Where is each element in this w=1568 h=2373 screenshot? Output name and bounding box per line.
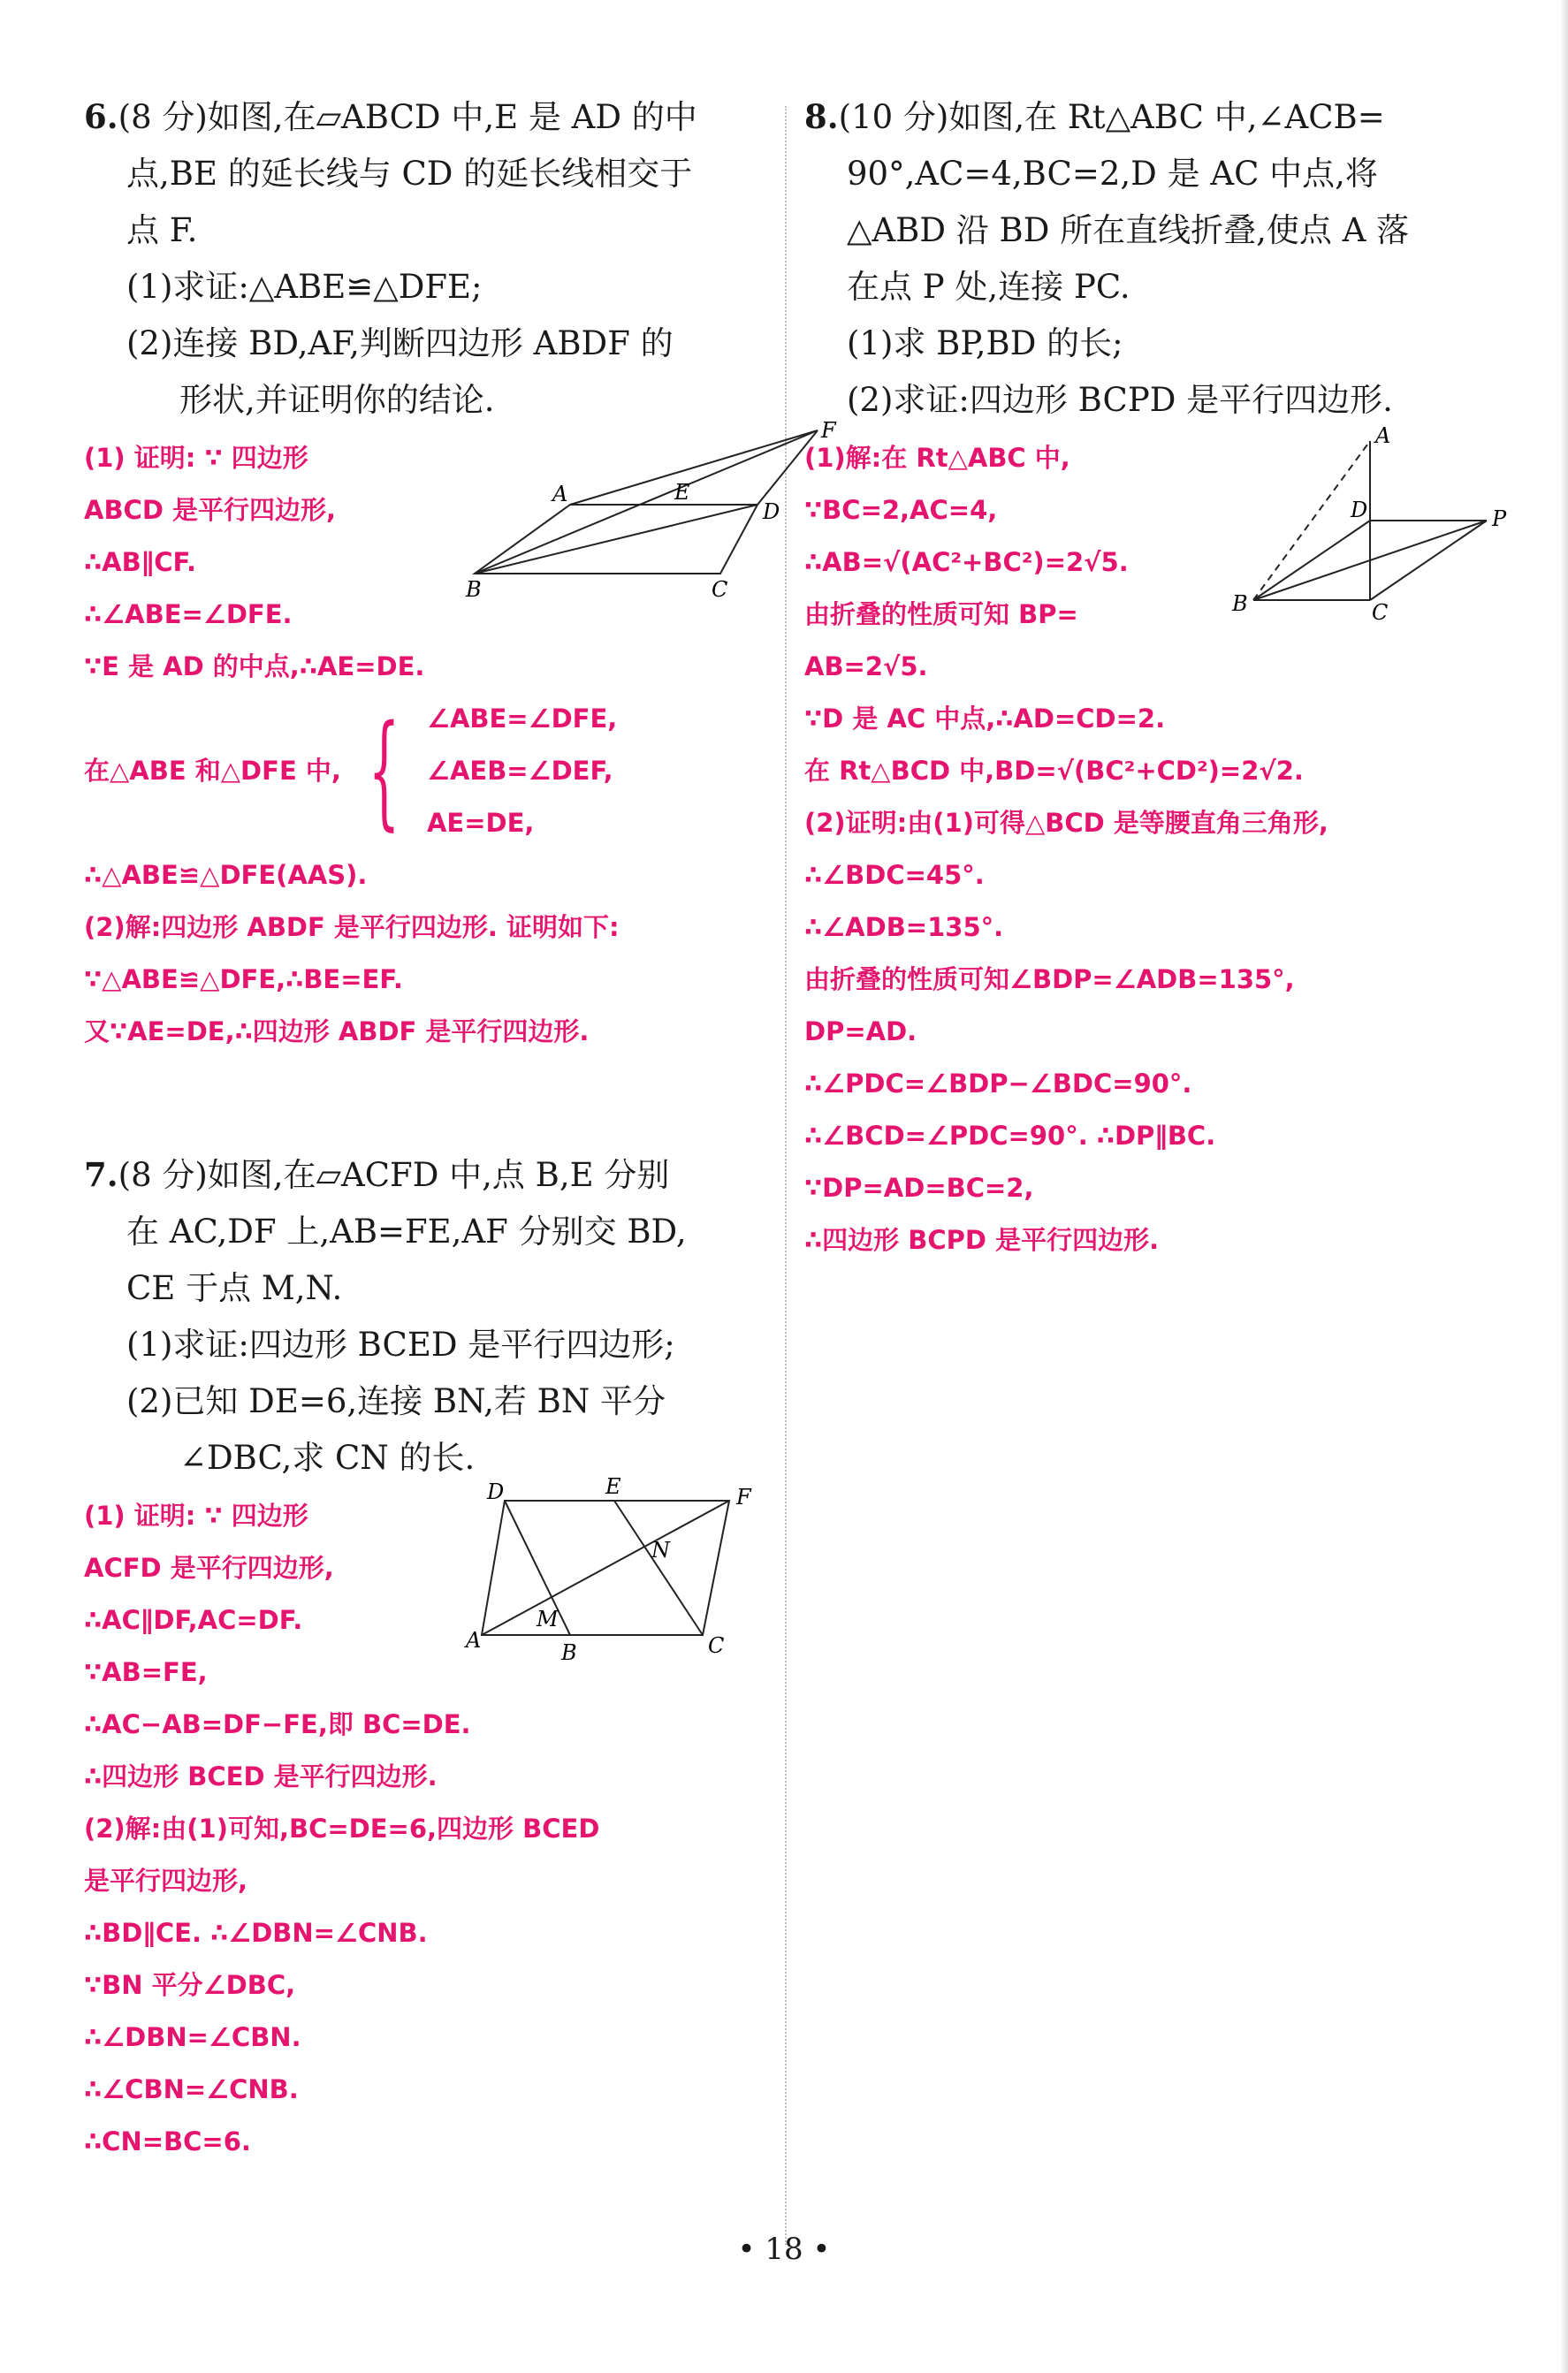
vertex-label-a: A bbox=[1375, 423, 1391, 448]
question-stem-line: 90°,AC=4,BC=2,D 是 AC 中点,将 bbox=[847, 155, 1378, 193]
question-stem-line: 在点 P 处,连接 PC. bbox=[847, 268, 1130, 306]
vertex-label-d: D bbox=[487, 1479, 505, 1504]
question-part: (1)求证:△ABE≌△DFE; bbox=[126, 268, 483, 306]
answer-line: ∴四边形 BCED 是平行四边形. bbox=[84, 1761, 438, 1791]
answer-line: ∵AB=FE, bbox=[84, 1657, 208, 1687]
answer-line: ∴四边形 BCPD 是平行四边形. bbox=[804, 1225, 1160, 1255]
figure-q6 bbox=[464, 418, 836, 609]
answer-line: 由折叠的性质可知 BP= bbox=[804, 599, 1078, 629]
answer-line: ∴CN=BC=6. bbox=[84, 2126, 251, 2156]
question-number: 8. bbox=[804, 97, 839, 136]
question-part-cont: 形状,并证明你的结论. bbox=[179, 381, 495, 419]
vertex-label-c: C bbox=[708, 1633, 725, 1658]
answer-line: ∴∠ABE=∠DFE. bbox=[84, 599, 293, 629]
answer-line: ∴AC∥DF,AC=DF. bbox=[84, 1605, 303, 1635]
answer-line: ∴∠PDC=∠BDP−∠BDC=90°. bbox=[804, 1069, 1192, 1099]
answer-line: ∠ABE=∠DFE, bbox=[426, 704, 618, 734]
question-number: 6. bbox=[84, 97, 118, 136]
question-part: (1)求 BP,BD 的长; bbox=[847, 324, 1123, 362]
answer-line: (2)证明:由(1)可得△BCD 是等腰直角三角形, bbox=[804, 808, 1328, 838]
answer-line: ∴∠BDC=45°. bbox=[804, 860, 985, 890]
question-part-cont: ∠DBC,求 CN 的长. bbox=[179, 1439, 476, 1477]
figure-q7 bbox=[466, 1474, 765, 1683]
vertex-label-b: B bbox=[1232, 591, 1248, 616]
question-part: (1)求证:四边形 BCED 是平行四边形; bbox=[126, 1326, 675, 1364]
vertex-label-d: D bbox=[1351, 498, 1368, 522]
answer-8 bbox=[804, 423, 1507, 1266]
vertex-label-f: F bbox=[736, 1485, 751, 1510]
vertex-label-c: C bbox=[1372, 600, 1389, 625]
question-number: 7. bbox=[84, 1155, 118, 1194]
answer-line: DP=AD. bbox=[804, 1016, 917, 1046]
question-stem-line: (10 分)如图,在 Rt△ABC 中,∠ACB= bbox=[838, 98, 1385, 136]
vertex-label-a: A bbox=[552, 482, 568, 506]
answer-line: ∵BN 平分∠DBC, bbox=[84, 1970, 296, 2000]
vertex-label-e: E bbox=[605, 1474, 621, 1499]
vertex-label-b: B bbox=[561, 1640, 577, 1665]
right-column bbox=[804, 88, 1507, 1266]
left-column bbox=[84, 88, 836, 2168]
vertex-label-d: D bbox=[763, 499, 780, 524]
vertex-label-p: P bbox=[1492, 506, 1507, 531]
answer-line: ∴∠CBN=∠CNB. bbox=[84, 2074, 299, 2104]
left-brace: { bbox=[368, 698, 400, 843]
answer-line: ∵△ABE≌△DFE,∴BE=EF. bbox=[84, 964, 403, 994]
answer-line: ∵DP=AD=BC=2, bbox=[804, 1173, 1034, 1203]
answer-line: AB=2√5. bbox=[804, 651, 928, 681]
answer-line: (2)解:四边形 ABDF 是平行四边形. 证明如下: bbox=[84, 912, 620, 942]
answer-7 bbox=[84, 1474, 765, 2168]
answer-line: ∴AB=√(AC²+BC²)=2√5. bbox=[804, 547, 1129, 577]
answer-line: ∠AEB=∠DEF, bbox=[426, 756, 613, 786]
answer-line: ∴∠ADB=135°. bbox=[804, 912, 1004, 942]
question-stem-line: CE 于点 M,N. bbox=[126, 1269, 343, 1307]
answer-line: AE=DE, bbox=[426, 808, 535, 838]
answer-line: 由折叠的性质可知∠BDP=∠ADB=135°, bbox=[804, 964, 1295, 994]
answer-line: ∴∠BCD=∠PDC=90°. ∴DP∥BC. bbox=[804, 1121, 1216, 1151]
vertex-label-e: E bbox=[674, 480, 690, 505]
vertex-label-m: M bbox=[537, 1607, 559, 1631]
answer-line: (1) 证明: ∵ 四边形 bbox=[84, 1501, 308, 1531]
page-edge-shadow bbox=[1561, 0, 1568, 2373]
answer-line: ∴∠DBN=∠CBN. bbox=[84, 2022, 301, 2052]
question-stem-line: 在 AC,DF 上,AB=FE,AF 分别交 BD, bbox=[126, 1213, 687, 1251]
question-stem-line: 点 F. bbox=[126, 211, 198, 249]
question-stem-line: (8 分)如图,在▱ABCD 中,E 是 AD 的中 bbox=[118, 98, 697, 136]
answer-line: ∴BD∥CE. ∴∠DBN=∠CNB. bbox=[84, 1918, 428, 1948]
page-number: • 18 • bbox=[737, 2232, 831, 2267]
answer-line: 在△ABE 和△DFE 中, bbox=[84, 756, 341, 786]
vertex-label-n: N bbox=[651, 1538, 670, 1563]
answer-line: 又∵AE=DE,∴四边形 ABDF 是平行四边形. bbox=[84, 1016, 590, 1046]
answer-6 bbox=[84, 418, 836, 1058]
brace-group bbox=[84, 693, 765, 849]
question-8 bbox=[804, 88, 1507, 1266]
answer-line: ∴△ABE≌△DFE(AAS). bbox=[84, 860, 368, 890]
question-part: (2)求证:四边形 BCPD 是平行四边形. bbox=[847, 381, 1393, 419]
answer-line: 是平行四边形, bbox=[84, 1866, 248, 1896]
vertex-label-a: A bbox=[466, 1628, 482, 1653]
question-stem-line: 点,BE 的延长线与 CD 的延长线相交于 bbox=[126, 155, 693, 193]
answer-line: ∴AC−AB=DF−FE,即 BC=DE. bbox=[84, 1709, 471, 1739]
answer-line: (1)解:在 Rt△ABC 中, bbox=[804, 443, 1070, 473]
question-part: (2)已知 DE=6,连接 BN,若 BN 平分 bbox=[126, 1382, 666, 1420]
answer-line: ∵E 是 AD 的中点,∴AE=DE. bbox=[84, 651, 425, 681]
question-7 bbox=[84, 1146, 765, 2168]
question-part: (2)连接 BD,AF,判断四边形 ABDF 的 bbox=[126, 324, 674, 362]
answer-line: ∵BC=2,AC=4, bbox=[804, 495, 998, 525]
answer-line: (2)解:由(1)可知,BC=DE=6,四边形 BCED bbox=[84, 1814, 600, 1844]
question-6 bbox=[84, 88, 836, 1058]
question-stem-line: (8 分)如图,在▱ACFD 中,点 B,E 分别 bbox=[118, 1156, 670, 1194]
answer-line: 在 Rt△BCD 中,BD=√(BC²+CD²)=2√2. bbox=[804, 756, 1304, 786]
answer-line: ACFD 是平行四边形, bbox=[84, 1553, 334, 1583]
answer-line: ABCD 是平行四边形, bbox=[84, 495, 337, 525]
answer-line: ∵D 是 AC 中点,∴AD=CD=2. bbox=[804, 704, 1166, 734]
question-stem-line: △ABD 沿 BD 所在直线折叠,使点 A 落 bbox=[847, 211, 1410, 249]
figure-q8 bbox=[1229, 423, 1507, 635]
answer-line: ∴AB∥CF. bbox=[84, 547, 197, 577]
answer-line: (1) 证明: ∵ 四边形 bbox=[84, 443, 308, 473]
vertex-label-f: F bbox=[821, 418, 836, 443]
vertex-label-b: B bbox=[466, 577, 482, 602]
vertex-label-c: C bbox=[712, 577, 728, 602]
